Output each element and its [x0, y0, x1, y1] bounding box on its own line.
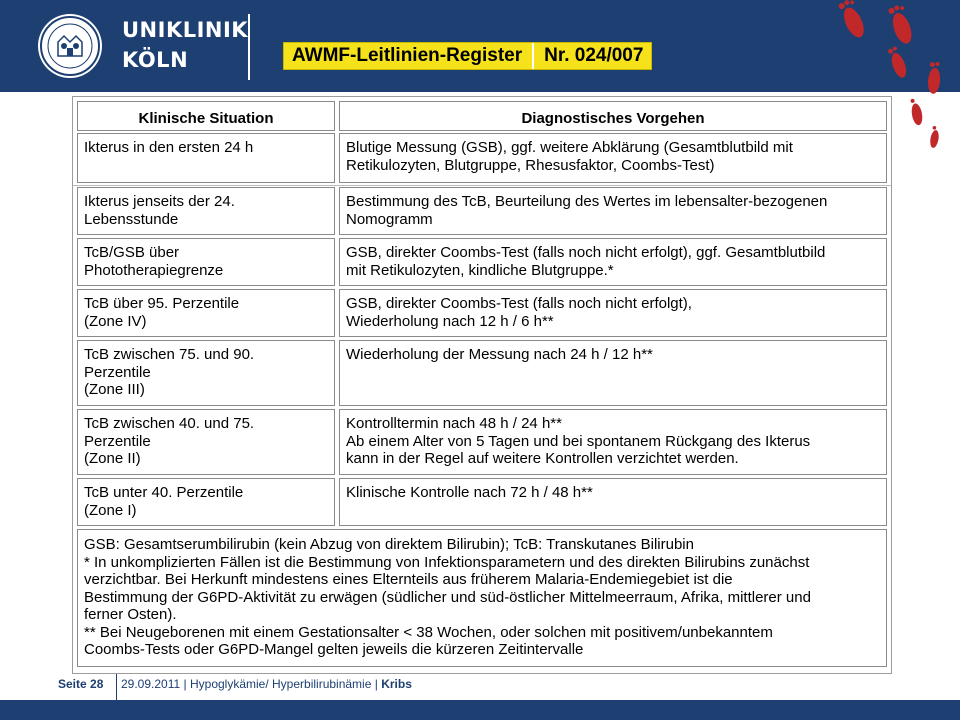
page-number: Seite 28 — [58, 677, 104, 691]
footer-meta — [121, 677, 412, 691]
footer-author: Kribs — [381, 677, 412, 691]
guideline-table — [72, 96, 892, 674]
table-row-situation: Ikterus in den ersten 24 h — [77, 133, 335, 183]
footer-separator: | — [183, 677, 187, 691]
register-number: Nr. 024/007 — [544, 45, 644, 66]
footer-separator: | — [374, 677, 378, 691]
section-separator — [73, 185, 891, 186]
footer-date: 29.09.2011 — [121, 677, 181, 691]
table-row-situation: TcB zwischen 40. und 75. Perzentile (Zone II) — [77, 409, 335, 475]
column-header-situation: Klinische Situation — [77, 101, 335, 131]
university-seal-icon — [36, 12, 104, 80]
footer-bar — [0, 700, 960, 720]
table-row-situation: TcB unter 40. Perzentile (Zone I) — [77, 478, 335, 526]
column-header-procedure: Diagnostisches Vorgehen — [339, 101, 887, 131]
awmf-register-banner — [283, 42, 652, 70]
table-row-procedure: GSB, direkter Coombs-Test (falls noch nicht erfolgt), Wiederholung nach 12 h / 6 h** — [339, 289, 887, 337]
table-row-situation: TcB/GSB über Phototherapiegrenze — [77, 238, 335, 286]
table-row-situation: TcB über 95. Perzentile (Zone IV) — [77, 289, 335, 337]
table-row-situation: TcB zwischen 75. und 90. Perzentile (Zone III) — [77, 340, 335, 406]
table-row-procedure: Wiederholung der Messung nach 24 h / 12 h** — [339, 340, 887, 406]
brand-wordmark — [122, 15, 248, 75]
table-row-procedure: Blutige Messung (GSB), ggf. weitere Abklärung (Gesamtblutbild mit Retikulozyten, Blutgruppe, Rhesusfaktor, Coombs-Test) — [339, 133, 887, 183]
footer-topic: Hypoglykämie/ Hyperbilirubinämie — [189, 677, 372, 691]
brand-line-2: KÖLN — [122, 48, 189, 72]
footer-info-line — [0, 674, 960, 694]
table-row-procedure: Kontrolltermin nach 48 h / 24 h** Ab einem Alter von 5 Tagen und bei spontanem Rückgang des Ikterus kann in der Regel auf weitere Kontrollen verzichtet werden. — [339, 409, 887, 475]
header-divider — [248, 14, 250, 80]
header-bar — [0, 0, 960, 92]
table-row-procedure: GSB, direkter Coombs-Test (falls noch nicht erfolgt), ggf. Gesamtblutbild mit Retikulozyten, kindliche Blutgruppe.* — [339, 238, 887, 286]
table-footnote: GSB: Gesamtserumbilirubin (kein Abzug von direktem Bilirubin); TcB: Transkutanes Bilirubin * In unkomplizierten Fällen ist die Bestimmung von Infektionsparametern und des direkten Bilirubins zunächst verzichtbar. Bei Herkunft mindestens eines Elternteils aus früherem Malaria-Endemiegebiet ist die Bestimmung der G6PD-Aktivität zu erwägen (südlicher und süd-östlicher Mittelmeerraum, Afrika, mittlerer und ferner Osten). ** Bei Neugeborenen mit einem Gestationsalter < 38 Wochen, oder solchen mit positivem/unbekanntem Coombs-Tests oder G6PD-Mangel gelten jeweils die kürzeren Zeitintervalle — [77, 529, 887, 667]
table-row-procedure: Bestimmung des TcB, Beurteilung des Wertes im lebensalter-bezogenen Nomogramm — [339, 187, 887, 235]
brand-line-1: UNIKLINIK — [122, 18, 249, 42]
table-row-situation: Ikterus jenseits der 24. Lebensstunde — [77, 187, 335, 235]
register-title: AWMF-Leitlinien-Register — [284, 43, 534, 69]
table-row-procedure: Klinische Kontrolle nach 72 h / 48 h** — [339, 478, 887, 526]
